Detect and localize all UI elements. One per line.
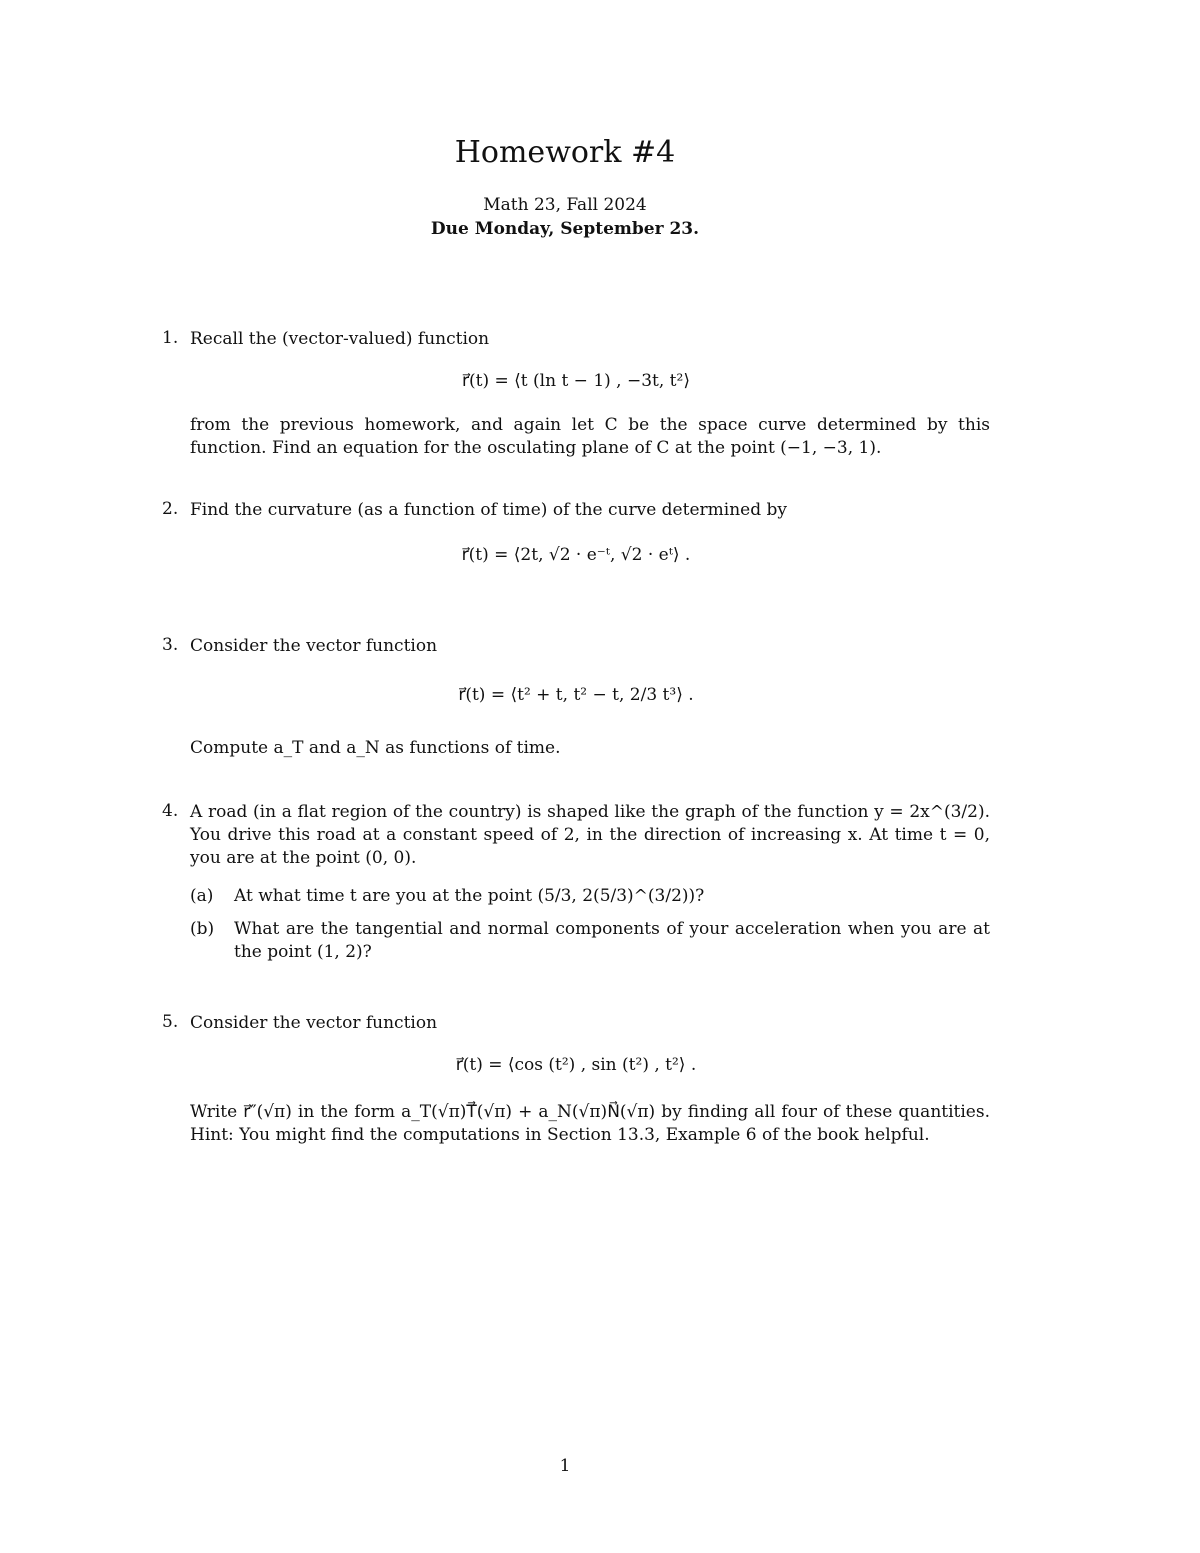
subpart-text: What are the tangential and normal components of your acceleration when you are at the point (1, 2)? bbox=[234, 919, 990, 962]
problem-1 bbox=[162, 328, 990, 463]
problem-equation: r⃗(t) = ⟨cos (t²) , sin (t²) , t²⟩ . bbox=[455, 1055, 697, 1075]
problem-3 bbox=[162, 635, 990, 765]
problem-equation: r⃗(t) = ⟨t² + t, t² − t, 2/3 t³⟩ . bbox=[458, 685, 694, 705]
course-line: Math 23, Fall 2024 bbox=[483, 195, 647, 215]
problem-intro: Find the curvature (as a function of time) of the curve determined by bbox=[190, 500, 787, 520]
due-date: Due Monday, September 23. bbox=[430, 219, 700, 239]
page-number: 1 bbox=[559, 1456, 571, 1476]
problem-equation: r⃗(t) = ⟨t (ln t − 1) , −3t, t²⟩ bbox=[462, 371, 690, 391]
problem-number: 1. bbox=[162, 328, 179, 348]
problem-equation: r⃗(t) = ⟨2t, √2 · e⁻ᵗ, √2 · eᵗ⟩ . bbox=[461, 545, 691, 565]
problem-intro: Consider the vector function bbox=[190, 1013, 438, 1033]
problem-intro: Consider the vector function bbox=[190, 636, 438, 656]
problem-intro: Recall the (vector-valued) function bbox=[190, 329, 490, 349]
problem-4 bbox=[162, 801, 990, 971]
problem-body: Compute a_T and a_N as functions of time. bbox=[190, 738, 561, 758]
problem-number: 4. bbox=[162, 801, 179, 821]
subpart-label: (b) bbox=[190, 919, 215, 939]
problem-2 bbox=[162, 499, 990, 579]
problem-body: from the previous homework, and again let C be the space curve determined by this function. Find an equation for the osculating plane of C at the point (−1, −3, 1). bbox=[190, 415, 990, 458]
problem-number: 5. bbox=[162, 1012, 179, 1032]
problem-number: 2. bbox=[162, 499, 179, 519]
problem-intro: A road (in a flat region of the country) is shaped like the graph of the function y = 2x^(3/2). You drive this road at a constant speed of 2, in the direction of increasing x. At time t = 0, you are at the point (0, 0). bbox=[190, 802, 990, 868]
problem-body: Write r⃗″(√π) in the form a_T(√π)T⃗(√π) + a_N(√π)N⃗(√π) by finding all four of these quantities. Hint: You might find the computations in Section 13.3, Example 6 of the book helpful. bbox=[190, 1102, 990, 1145]
problem-number: 3. bbox=[162, 635, 179, 655]
subpart-text: At what time t are you at the point (5/3, 2(5/3)^(3/2))? bbox=[234, 886, 705, 906]
page-title: Homework #4 bbox=[454, 135, 676, 170]
subpart-label: (a) bbox=[190, 886, 214, 906]
problem-5 bbox=[162, 1012, 990, 1152]
